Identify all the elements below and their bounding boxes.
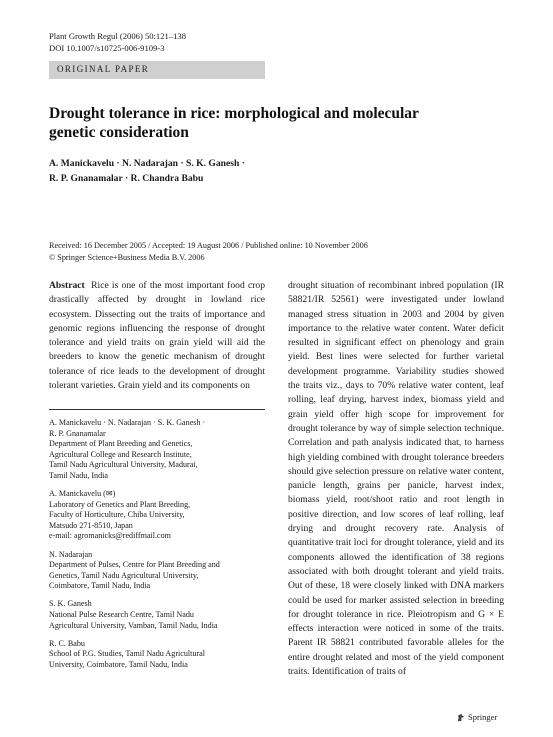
authors-line-1: A. Manickavelu · N. Nadarajan · S. K. Ganesh · <box>49 158 245 169</box>
abstract-text-left: Rice is one of the most important food crop drastically affected by drought in lowland rice ecosystem. Dissecting out the traits of importance and genomic regions influencing the response of drought tolerance and yield traits on grain yield will aid the breeders to know the genetic mechanism of drought tolerance of rice leads to the development of drought tolerant varieties. Grain yield and its components on <box>49 280 266 392</box>
affiliation-line: Agricultural University, Vamban, Tamil Nadu, India <box>49 620 218 630</box>
abstract-heading: Abstract <box>49 280 85 291</box>
affiliation-block <box>49 599 269 631</box>
affiliation-line: School of P.G. Studies, Tamil Nadu Agricultural <box>49 649 205 659</box>
affiliation-line: Genetics, Tamil Nadu Agricultural University, <box>49 570 199 580</box>
affiliation-block <box>49 489 269 542</box>
affiliation-line: e-mail: agromanicks@rediffmail.com <box>49 531 171 541</box>
dates-line: Received: 16 December 2005 / Accepted: 19 August 2006 / Published online: 10 November 2006 <box>49 241 368 250</box>
journal-citation: Plant Growth Regul (2006) 50:121–138 <box>49 31 187 41</box>
affiliation-block <box>49 418 269 482</box>
affiliation-line: Department of Plant Breeding and Genetics, <box>49 439 193 449</box>
affiliation-line: University, Coimbatore, Tamil Nadu, India <box>49 659 188 669</box>
abstract-text-right: drought situation of recombinant inbred population (IR 58821/IR 52561) were investigated under lowland managed stress situation in 2003 and 2004 by given importance to the relative water content. Water deficit resulted in significant effect on phenology and grain yield. Best lines were selected for further varietal development programme. Variability studies showed the traits viz., days to 70% relative water content, leaf rolling, leaf drying, harvest index, biomass yield and grain yield offer high scope for improvement for drought tolerance by way of simple selection technique. Correlation and path analysis indicated that, to harness high yielding combined with drought tolerance breeders should give selection pressure on relative water content, panicle length, grains per panicle, harvest index, biomass yield, root/shoot ratio and root length in positive direction, and low scores of leaf rolling, leaf drying and drought recovery rate. Analysis of quantitative trait loci for drought tolerance, yield and its components allowed the identification of 38 regions associated with both drought tolerant and yield traits. Out of these, 18 were closely linked with DNA markers could be used for marker assisted selection in breeding for drought tolerance in rice. Pleiotropism and G × E effects interaction were noticed in some of the traits. Parent IR 58821 contributed favorable alleles for the entire drought related and most of the yield component traits. Identification of traits of <box>288 280 504 678</box>
abstract-right-column <box>288 279 504 679</box>
affiliation-line: Coimbatore, Tamil Nadu, India <box>49 581 151 591</box>
doi: DOI 10.1007/s10725-006-9109-3 <box>49 42 165 53</box>
section-label: ORIGINAL PAPER <box>57 64 150 74</box>
author-list <box>49 156 509 186</box>
affiliation-line: Agricultural College and Research Institute, <box>49 449 192 459</box>
affiliation-line: A. Manickavelu (✉) <box>49 489 116 499</box>
affiliation-line: Faculty of Horticulture, Chiba University, <box>49 510 185 520</box>
title-line-1: Drought tolerance in rice: morphological and molecular <box>49 105 419 122</box>
footnote-divider <box>49 409 265 410</box>
affiliation-line: Tamil Nadu Agricultural University, Madurai, <box>49 460 198 470</box>
affiliation-line: S. K. Ganesh <box>49 599 92 609</box>
article-title <box>49 104 509 142</box>
affiliation-line: Department of Pulses, Centre for Plant Breeding and <box>49 560 220 570</box>
affiliation-block <box>49 550 269 592</box>
publisher-name: Springer <box>468 712 498 722</box>
affiliation-line: R. P. Gnanamalar <box>49 428 106 438</box>
publication-history <box>49 240 519 263</box>
affiliation-line: Tamil Nadu, India <box>49 470 108 480</box>
affiliation-line: R. C. Babu <box>49 638 85 648</box>
affiliation-line: Laboratory of Genetics and Plant Breeding, <box>49 499 191 509</box>
springer-horse-icon <box>456 713 465 722</box>
affiliations <box>49 418 269 678</box>
affiliation-line: National Pulse Research Centre, Tamil Nadu <box>49 610 194 619</box>
authors-line-2: R. P. Gnanamalar · R. Chandra Babu <box>49 173 204 184</box>
publisher-footer <box>456 712 497 722</box>
affiliation-block <box>49 639 269 671</box>
abstract-left-column <box>49 279 265 393</box>
title-line-2: genetic consideration <box>49 124 189 141</box>
copyright-line: © Springer Science+Business Media B.V. 2006 <box>49 252 205 262</box>
affiliation-line: N. Nadarajan <box>49 549 93 559</box>
affiliation-line: Matsudo 271-8510, Japan <box>49 520 133 530</box>
journal-header <box>49 31 186 54</box>
affiliation-line: A. Manickavelu · N. Nadarajan · S. K. Ganesh · <box>49 418 206 427</box>
section-banner <box>49 61 265 79</box>
